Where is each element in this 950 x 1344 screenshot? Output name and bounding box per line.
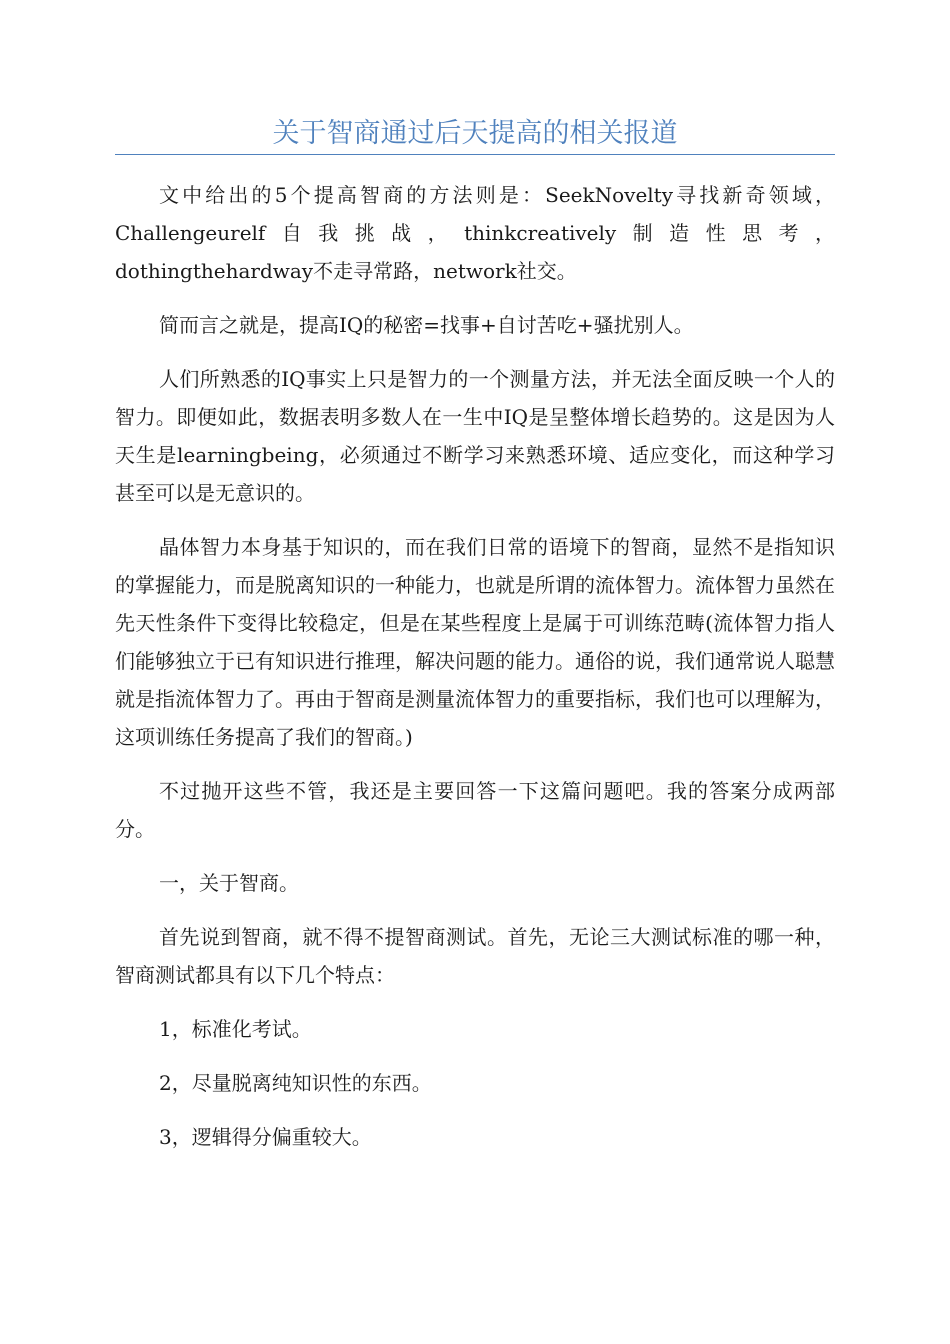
paragraph-methods: 文中给出的5个提高智商的方法则是：SeekNovelty寻找新奇领域，Challengeurelf自我挑战，thinkcreatively制造性思考，dothingthehardway不走寻常路，network社交。 [115, 183, 835, 283]
paragraph-fluid-intelligence: 晶体智力本身基于知识的，而在我们日常的语境下的智商，显然不是指知识的掌握能力，而是脱离知识的一种能力，也就是所谓的流体智力。流体智力虽然在先天性条件下变得比较稳定，但是在某些程度上是属于可训练范畴(流体智力指人们能够独立于已有知识进行推理，解决问题的能力。通俗的说，我们通常说人聪慧就是指流体智力了。再由于智商是测量流体智力的重要指标，我们也可以理解为，这项训练任务提高了我们的智商。) [115, 535, 835, 749]
paragraph-iq-measure: 人们所熟悉的IQ事实上只是智力的一个测量方法，并无法全面反映一个人的智力。即便如此，数据表明多数人在一生中IQ是呈整体增长趋势的。这是因为人天生是learningbeing，必须通过不断学习来熟悉环境、适应变化，而这种学习甚至可以是无意识的。 [115, 367, 835, 505]
document-body [115, 176, 835, 1172]
list-item-2: 2，尽量脱离纯知识性的东西。 [159, 1071, 432, 1095]
list-item-3: 3，逻辑得分偏重较大。 [159, 1125, 372, 1149]
section-heading-iq: 一，关于智商。 [159, 871, 299, 895]
paragraph-iq-tests: 首先说到智商，就不得不提智商测试。首先，无论三大测试标准的哪一种，智商测试都具有以下几个特点： [115, 925, 835, 987]
list-item-1: 1，标准化考试。 [159, 1017, 312, 1041]
paragraph-summary: 简而言之就是，提高IQ的秘密=找事+自讨苦吃+骚扰别人。 [159, 313, 694, 337]
document-title: 关于智商通过后天提高的相关报道 [272, 118, 678, 149]
paragraph-answer-intro: 不过抛开这些不管，我还是主要回答一下这篇问题吧。我的答案分成两部分。 [115, 779, 835, 841]
title-underline [115, 154, 835, 155]
